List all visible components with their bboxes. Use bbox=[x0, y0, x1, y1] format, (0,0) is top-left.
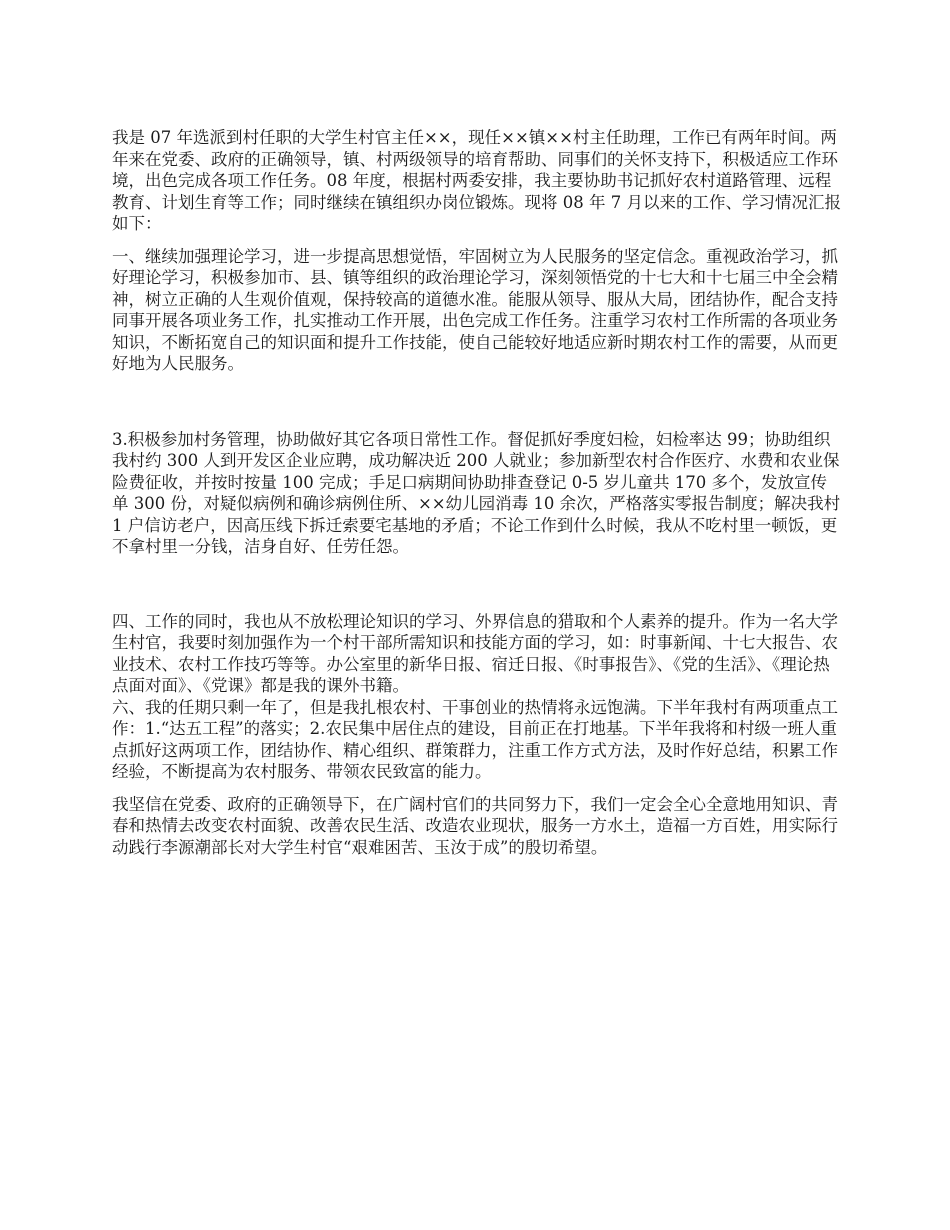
paragraph-future-work: 六、我的任期只剩一年了，但是我扎根农村、干事创业的热情将永远饱满。下半年我村有两项重点工作：1.“达五工程”的落实；2.农民集中居住点的建设，目前正在打地基。下半年我将和村级一班人重点抓好这两项工作，团结协作、精心组织、群策群力，注重工作方式方法，及时作好总结，积累工作经验，不断提高为农村服务、带领农民致富的能力。 bbox=[112, 697, 838, 781]
paragraph-village-affairs: 3.积极参加村务管理，协助做好其它各项日常性工作。督促抓好季度妇检，妇检率达 99；协助组织我村约 300 人到开发区企业应聘，成功解决近 200 人就业；参加新型农村合作医疗、水费和农业保险费征收，并按时按量 100 完成；手足口病期间协助排查登记 0-5 岁儿童共 170 多个，发放宣传单 300 份，对疑似病例和确诊病例住所、××幼儿园消毒 10 余次，严格落实零报告制度；解决我村 1 户信访老户，因高压线下拆迁索要宅基地的矛盾；不论工作到什么时候，我从不吃村里一顿饭，更不拿村里一分钱，洁身自好、任劳任怨。 bbox=[112, 429, 841, 556]
paragraph-spacer bbox=[112, 558, 842, 611]
paragraph-spacer bbox=[112, 375, 842, 429]
paragraph-intro: 我是 07 年选派到村任职的大学生村官主任××，现任××镇××村主任助理，工作已有两年时间。两年来在党委、政府的正确领导，镇、村两级领导的培育帮助、同事们的关怀支持下，积极适应工作环境，出色完成各项工作任务。08 年度，根据村两委安排，我主要协助书记抓好农村道路管理、远程教育、计划生育等工作；同时继续在镇组织办岗位锻炼。现将 08 年 7 月以来的工作、学习情况汇报如下： bbox=[112, 128, 841, 233]
paragraph-spacer bbox=[112, 783, 842, 794]
paragraph-spacer bbox=[112, 235, 842, 246]
paragraph-self-improvement: 四、工作的同时，我也从不放松理论知识的学习、外界信息的猎取和个人素养的提升。作为一名大学生村官，我要时刻加强作为一个村干部所需知识和技能方面的学习，如：时事新闻、十七大报告、农业技术、农村工作技巧等等。办公室里的新华日报、宿迁日报、《时事报告》、《党的生活》、《理论热点面对面》、《党课》都是我的课外书籍。 bbox=[112, 611, 838, 695]
paragraph-theory-study: 一、继续加强理论学习，进一步提高思想觉悟，牢固树立为人民服务的坚定信念。重视政治学习，抓好理论学习，积极参加市、县、镇等组织的政治理论学习，深刻领悟党的十七大和十七届三中全会精神，树立正确的人生观价值观，保持较高的道德水准。能服从领导、服从大局，团结协作，配合支持同事开展各项业务工作，扎实推动工作开展，出色完成工作任务。注重学习农村工作所需的各项业务知识，不断拓宽自己的知识面和提升工作技能，使自己能较好地适应新时期农村工作的需要，从而更好地为人民服务。 bbox=[112, 246, 838, 373]
paragraph-conclusion: 我坚信在党委、政府的正确领导下，在广阔村官们的共同努力下，我们一定会全心全意地用知识、青春和热情去改变农村面貌、改善农民生活、改造农业现状，服务一方水土，造福一方百姓，用实际行动践行李源潮部长对大学生村官“艰难困苦、玉汝于成”的殷切希望。 bbox=[112, 794, 838, 857]
document-body bbox=[112, 127, 842, 858]
